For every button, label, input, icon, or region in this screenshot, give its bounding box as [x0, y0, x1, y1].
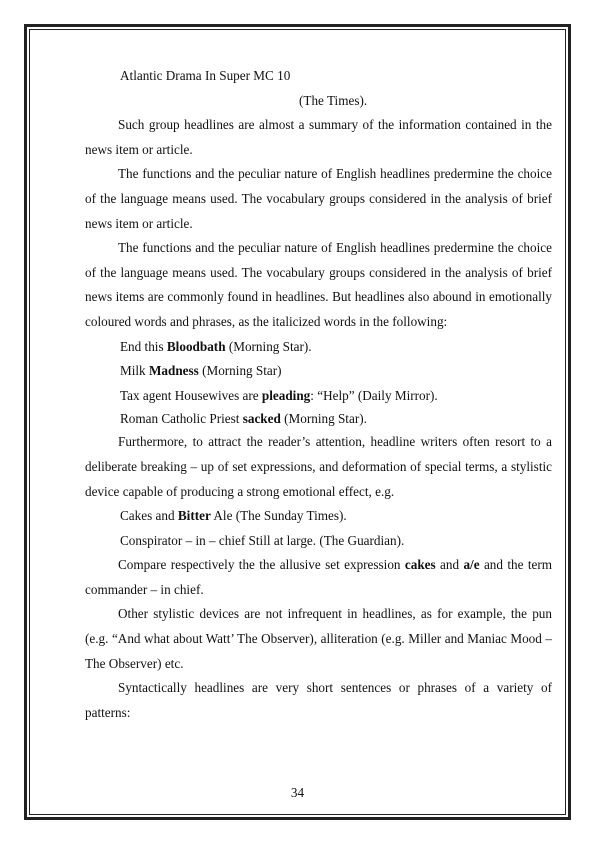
- paragraph-compare: Compare respectively the the allusive set expression cakes and a/e and the term commander – in chief.: [85, 557, 552, 597]
- paragraph-syntax: Syntactically headlines are very short sentences or phrases of a variety of patterns:: [85, 680, 552, 720]
- example-headline: Conspirator – in – chief Still at large. (The Guardian).: [120, 532, 405, 548]
- page-content: [85, 64, 552, 725]
- page-number: 34: [290, 785, 305, 800]
- example-headline: Tax agent Housewives are pleading: “Help” (Daily Mirror).: [120, 387, 438, 403]
- example-headline: Roman Catholic Priest sacked (Morning Star).: [120, 411, 367, 427]
- example-headline: Atlantic Drama In Super MC 10: [120, 68, 291, 83]
- paragraph-summary: Such group headlines are almost a summary of the information contained in the news item or article.: [85, 117, 552, 157]
- paragraph-functions: The functions and the peculiar nature of English headlines predermine the choice of the language means used. The vocabulary groups considered in the analysis of brief news item or article.: [85, 166, 552, 231]
- example-citation: (The Times).: [299, 92, 368, 108]
- example-headline: End this Bloodbath (Morning Star).: [120, 338, 312, 354]
- example-headline: Cakes and Bitter Ale (The Sunday Times).: [120, 508, 347, 524]
- paragraph-breaking-up: Furthermore, to attract the reader’s attention, headline writers often resort to a deliberate breaking – up of set expressions, and deformation of special terms, a stylistic device capable of producing a strong emotional effect, e.g.: [85, 434, 552, 499]
- paragraph-stylistic-devices: Other stylistic devices are not infrequent in headlines, as for example, the pun (e.g. “And what about Watt’ The Observer), alliteration (e.g. Miller and Maniac Mood – The Observer) etc.: [85, 606, 552, 671]
- example-headline: Milk Madness (Morning Star): [120, 363, 282, 379]
- paragraph-functions-extended: The functions and the peculiar nature of English headlines predermine the choice of the language means used. The vocabulary groups considered in the analysis of brief news items are commonly found in headlines. But headlines also abound in emotionally coloured words and phrases, as the italicized words in the following:: [85, 240, 552, 329]
